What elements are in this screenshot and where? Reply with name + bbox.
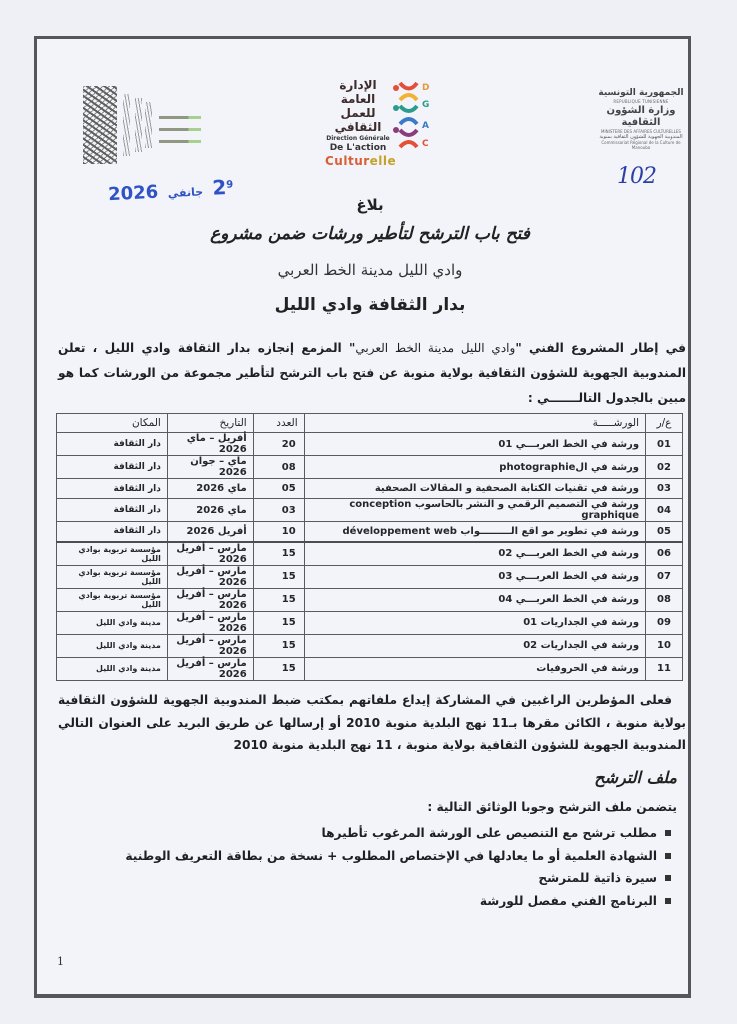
logo-letter-a: A	[422, 121, 429, 131]
cell-date: ماي 2026	[167, 499, 253, 522]
intro-paragraph	[58, 336, 686, 411]
document-item-text: البرنامج الفني مفصل للورشة	[479, 893, 657, 908]
ministry-emblem	[596, 88, 686, 150]
square-bullet-icon	[665, 898, 671, 904]
stamp-day: 2	[211, 175, 227, 200]
table-row	[57, 499, 683, 522]
logo-culture-part1: Cultur	[325, 154, 370, 168]
table-row	[57, 479, 683, 499]
intro-project-name: وادي الليل مدينة الخط العربي	[355, 341, 516, 355]
cell-num: 11	[646, 657, 683, 680]
announcement-subject: فتح باب الترشح لتأطير ورشات ضمن مشروع	[210, 224, 530, 244]
cell-workshop: ورشة في الخط العربـــي 04	[304, 588, 645, 611]
cell-num: 05	[646, 522, 683, 542]
project-name-title: وادي الليل مدينة الخط العربي	[277, 261, 463, 279]
stamp-year: 2026	[107, 181, 159, 206]
cell-count: 20	[253, 433, 304, 456]
logo-letter-g: G	[422, 100, 429, 110]
cell-date: ماي 2026	[167, 479, 253, 499]
table-row	[57, 542, 683, 566]
document-item-text: مطلب ترشح مع التنصيص على الورشة المرغوب تأطيرها	[321, 826, 657, 840]
cell-num: 10	[646, 634, 683, 657]
document-item-text: سيرة ذاتية للمترشح	[538, 871, 657, 885]
table-row	[57, 433, 683, 456]
page-number: 1	[57, 955, 64, 968]
cell-num: 04	[646, 499, 683, 522]
table-row	[57, 611, 683, 634]
emblem-republic-french: REPUBLIQUE TUNISIENNE	[613, 99, 669, 104]
table-header-row	[57, 414, 683, 433]
cell-count: 15	[253, 542, 304, 566]
table-row	[57, 456, 683, 479]
dgac-logo-text	[325, 78, 397, 168]
logo-caption-line	[159, 116, 201, 119]
cell-date: ماي – جوان 2026	[167, 456, 253, 479]
cell-count: 15	[253, 565, 304, 588]
handwritten-reference-number: 102	[617, 164, 656, 189]
cell-num: 08	[646, 588, 683, 611]
cell-place: مؤسسة تربوية بوادي الليل	[57, 542, 168, 566]
cell-count: 10	[253, 522, 304, 542]
cell-workshop: ورشة في تطوير مو اقع الـــــــــواب développement web	[304, 522, 645, 542]
header-count: العدد	[253, 414, 304, 433]
cell-date: مارس – أفريل 2026	[167, 634, 253, 657]
cell-workshop: ورشة في تقنيات الكتابة الصحفية و المقالات الصحفية	[304, 479, 645, 499]
cell-workshop: ورشة في الphotographie	[304, 456, 645, 479]
cell-place: دار الثقافة	[57, 479, 168, 499]
cell-count: 03	[253, 499, 304, 522]
cell-workshop: ورشة في الخط العربـــي 01	[304, 433, 645, 456]
cell-count: 15	[253, 634, 304, 657]
cell-count: 05	[253, 479, 304, 499]
dossier-intro: يتضمن ملف الترشح وجوبا الوثائق التالية :	[427, 800, 677, 814]
workshops-table	[56, 413, 683, 681]
cell-place: دار الثقافة	[57, 456, 168, 479]
dossier-section-title: ملف الترشح	[594, 768, 677, 787]
logo-french-line-3	[325, 154, 397, 168]
square-bullet-icon	[665, 853, 671, 859]
logo-culture-part2: elle	[369, 154, 397, 168]
intro-text-1: في إطار المشروع الفني "	[515, 341, 686, 355]
list-item	[77, 890, 677, 913]
calligraphy-pattern-icon	[83, 86, 117, 164]
cell-date: مارس – أفريل 2026	[167, 611, 253, 634]
announcement-title: بلاغ	[356, 196, 384, 214]
cell-num: 07	[646, 565, 683, 588]
cell-workshop: ورشة في الخط العربـــي 02	[304, 542, 645, 566]
dgac-logo	[325, 78, 430, 168]
cell-workshop: ورشة في التصميم الرقمي و النشر بالحاسوب conception graphique	[304, 499, 645, 522]
stamp-month: جانفي	[167, 185, 204, 201]
table-row	[57, 588, 683, 611]
cell-place: مؤسسة تربوية بوادي الليل	[57, 565, 168, 588]
cell-place: مدينة وادي الليل	[57, 657, 168, 680]
cell-num: 01	[646, 433, 683, 456]
cell-workshop: ورشة في الخط العربـــي 03	[304, 565, 645, 588]
cell-date: مارس – أفريل 2026	[167, 588, 253, 611]
header-num: ع/ر	[646, 414, 683, 433]
cell-date: مارس – أفريل 2026	[167, 542, 253, 566]
header-workshop: الورشـــــة	[304, 414, 645, 433]
emblem-republic-arabic: الجمهورية التونسية	[598, 88, 684, 98]
table-row	[57, 657, 683, 680]
emblem-ministry-arabic: وزارة الشؤون الثقافية	[606, 105, 676, 128]
intro-text-2: " المزمع إنجازه بدار الثقافة وادي الليل ، تعلن المندوبية الجهوية للشؤون الثقافية بولاية منوبة عن فتح باب الترشح لتأطير مجموعة من الورشات كما هو مبين بالجدول التالـــــــي :	[58, 341, 686, 405]
dgac-emblem-icon	[391, 80, 429, 150]
logo-letter-c: C	[422, 139, 429, 149]
cell-date: أفريل 2026	[167, 522, 253, 542]
cell-place: دار الثقافة	[57, 522, 168, 542]
oued-ellil-calligraphy-logo	[83, 86, 203, 166]
logo-arabic-line-2: للعمل الثقافي	[334, 106, 382, 134]
cell-date: أفريل – ماي 2026	[167, 433, 253, 456]
table-body	[57, 433, 683, 681]
list-item	[77, 845, 677, 868]
logo-letter-d: D	[422, 83, 429, 93]
table-row	[57, 522, 683, 542]
cell-date: مارس – أفريل 2026	[167, 657, 253, 680]
venue-title: بدار الثقافة وادي الليل	[274, 295, 466, 315]
cell-place: مدينة وادي الليل	[57, 634, 168, 657]
logo-step-graphic	[135, 98, 142, 152]
table-row	[57, 634, 683, 657]
cell-num: 02	[646, 456, 683, 479]
header-place: المكان	[57, 414, 168, 433]
logo-french-line-2: De L'action	[329, 143, 387, 153]
square-bullet-icon	[665, 875, 671, 881]
cell-num: 03	[646, 479, 683, 499]
cell-place: دار الثقافة	[57, 499, 168, 522]
table-row	[57, 565, 683, 588]
logo-french-line-1: Direction Générale	[326, 135, 390, 142]
document-item-text: الشهادة العلمية أو ما يعادلها في الإختصاص المطلوب + نسخة من بطاقة التعريف الوطنية	[125, 848, 657, 863]
square-bullet-icon	[665, 830, 671, 836]
emblem-commissariat-french: Commissariat Régional de la Culture de Manouba	[601, 140, 681, 150]
emblem-commissariat-arabic: المندوبية الجهوية للشؤون الثقافية بمنوبة	[599, 134, 683, 140]
cell-num: 09	[646, 611, 683, 634]
header-date: التاريخ	[167, 414, 253, 433]
cell-count: 15	[253, 657, 304, 680]
logo-step-graphic	[145, 102, 152, 148]
cell-count: 15	[253, 588, 304, 611]
list-item	[77, 822, 677, 845]
cell-workshop: ورشة في الحروفيات	[304, 657, 645, 680]
stamp-day-sup: 9	[225, 179, 234, 191]
submission-paragraph: فعلى المؤطرين الراغبين في المشاركة إيداع ملفاتهم بمكتب ضبط المندوبية الجهوية للشؤون الثقافية بولاية منوبة ، الكائن مقرها بـ11 نهج البلدية منوبة 2010 أو إرسالها عن طريق البريد على العنوان التالي المندوبية الجهوية للشؤون الثقافية بولاية منوبة ، 11 نهج البلدية منوبة 2010	[58, 693, 686, 752]
cell-place: دار الثقافة	[57, 433, 168, 456]
cell-place: مدينة وادي الليل	[57, 611, 168, 634]
cell-date: مارس – أفريل 2026	[167, 565, 253, 588]
emblem-ministry-french: MINISTERE DES AFFAIRES CULTURELLES	[601, 129, 681, 134]
cell-workshop: ورشة في الجداريات 02	[304, 634, 645, 657]
logo-step-graphic	[123, 94, 130, 156]
logo-arabic-line-1: الإدارة العامة	[339, 78, 377, 106]
required-documents-list	[77, 822, 677, 912]
cell-place: مؤسسة تربوية بوادي الليل	[57, 588, 168, 611]
cell-num: 06	[646, 542, 683, 566]
cell-count: 15	[253, 611, 304, 634]
logo-caption-line	[159, 128, 201, 131]
logo-caption-line	[159, 140, 201, 143]
cell-workshop: ورشة في الجداريات 01	[304, 611, 645, 634]
list-item	[77, 867, 677, 890]
cell-count: 08	[253, 456, 304, 479]
